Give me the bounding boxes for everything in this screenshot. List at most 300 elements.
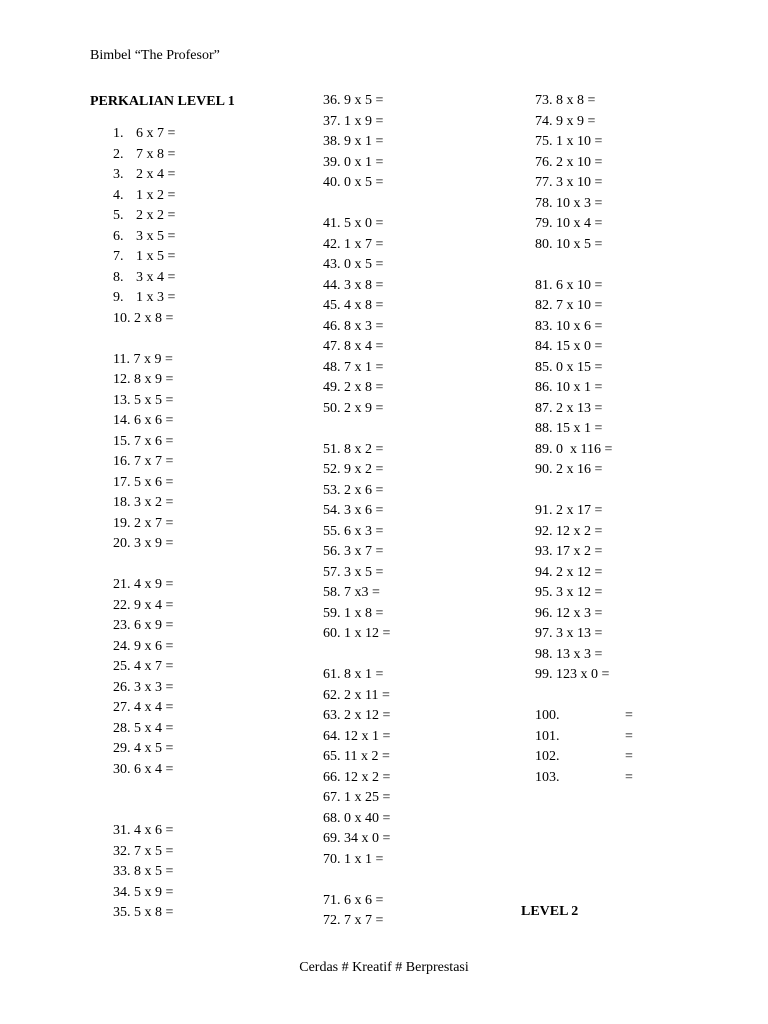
problem-item xyxy=(535,296,633,317)
problem-item xyxy=(113,247,175,268)
problem-item xyxy=(535,501,633,522)
spacer xyxy=(535,686,633,707)
problem-expression: 12 x 2 = xyxy=(344,769,391,785)
problem-expression: 6 x 7 = xyxy=(136,126,176,141)
problem-item xyxy=(535,460,633,481)
problem-number: 71. xyxy=(323,892,341,908)
problem-item xyxy=(113,678,175,699)
problem-item xyxy=(535,91,633,112)
problem-item xyxy=(323,788,390,809)
problem-expression: 3 x 12 = xyxy=(556,585,603,600)
problem-expression: 13 x 3 = xyxy=(556,646,603,662)
problem-item xyxy=(535,173,633,194)
problem-expression: 4 x 8 = xyxy=(344,298,384,313)
problem-item xyxy=(323,501,390,522)
problem-number: 47. xyxy=(323,339,341,354)
problem-item xyxy=(535,645,633,666)
problem-expression: 5 x 6 = xyxy=(134,474,174,490)
problem-number: 49. xyxy=(323,380,341,395)
problem-expression: 6 x 9 = xyxy=(134,618,174,633)
problem-item xyxy=(323,911,390,932)
problem-item xyxy=(113,616,175,637)
problem-number: 75. xyxy=(535,134,553,149)
problem-number: 73. xyxy=(535,93,553,108)
level-2-heading: LEVEL 2 xyxy=(521,904,579,919)
problem-item xyxy=(535,542,633,563)
problem-expression: 9 x 5 = xyxy=(344,93,384,108)
problem-expression: 0 x 15 = xyxy=(556,359,603,375)
problem-number: 74. xyxy=(535,113,553,129)
problem-number: 43. xyxy=(323,257,341,272)
problem-item xyxy=(323,727,390,748)
problem-expression: 6 x 4 = xyxy=(134,761,174,777)
problem-expression: 8 x 3 = xyxy=(344,318,384,334)
problem-number: 65. xyxy=(323,749,341,764)
problem-number: 20. xyxy=(113,536,131,551)
problem-expression: 2 x 8 = xyxy=(134,310,174,326)
problem-expression: 3 x 10 = xyxy=(556,175,603,190)
problem-item xyxy=(535,235,633,256)
problem-item xyxy=(113,268,175,289)
worksheet-header: Bimbel “The Profesor” xyxy=(90,48,220,63)
problem-number: 93. xyxy=(535,544,553,559)
problem-item xyxy=(535,378,633,399)
problem-expression: 7 x3 = xyxy=(344,585,380,600)
problem-number: 26. xyxy=(113,679,131,695)
problem-number: 59. xyxy=(323,605,341,621)
problem-expression: 3 x 8 = xyxy=(344,277,384,293)
problem-item xyxy=(535,727,633,748)
problem-expression: 0 x 40 = xyxy=(344,810,391,826)
problem-item xyxy=(323,296,390,317)
problem-expression: 3 x 4 = xyxy=(136,269,176,285)
problem-expression: 7 x 7 = xyxy=(134,454,174,469)
problem-item xyxy=(323,440,390,461)
problem-number: 64. xyxy=(323,728,341,744)
problem-expression: 8 x 2 = xyxy=(344,441,384,457)
problem-expression: 2 x 13 = xyxy=(556,400,603,416)
problem-item xyxy=(323,604,390,625)
problem-expression: 6 x 10 = xyxy=(556,277,603,293)
problem-expression: = xyxy=(625,769,633,785)
problem-item xyxy=(113,493,175,514)
problem-expression: 2 x 6 = xyxy=(344,482,384,498)
spacer xyxy=(113,555,175,576)
problem-expression: 1 x 8 = xyxy=(344,605,384,621)
problem-item xyxy=(323,337,390,358)
problem-number: 9. xyxy=(113,290,124,305)
problem-number: 2. xyxy=(113,146,124,162)
problem-number: 70. xyxy=(323,851,341,867)
problem-number: 23. xyxy=(113,618,131,633)
problem-expression: 15 x 1 = xyxy=(556,421,603,436)
problem-number: 68. xyxy=(323,810,341,826)
problem-expression: 5 x 5 = xyxy=(134,392,174,408)
problem-number: 79. xyxy=(535,216,553,231)
problem-number: 87. xyxy=(535,400,553,416)
problem-expression: 2 x 4 = xyxy=(136,167,176,182)
problem-item xyxy=(113,821,175,842)
problem-number: 29. xyxy=(113,741,131,756)
problem-item xyxy=(535,132,633,153)
problem-number: 69. xyxy=(323,831,341,846)
problem-number: 15. xyxy=(113,433,131,449)
problem-item xyxy=(113,452,175,473)
problem-item xyxy=(535,440,633,461)
worksheet-title: PERKALIAN LEVEL 1 xyxy=(90,94,235,109)
problem-number: 99. xyxy=(535,667,553,682)
problem-item xyxy=(323,747,390,768)
problem-item xyxy=(113,227,175,248)
problem-expression: 1 x 5 = xyxy=(136,249,176,264)
problem-number: 34. xyxy=(113,884,131,900)
problem-expression: 8 x 1 = xyxy=(344,667,384,682)
problem-expression: 7 x 7 = xyxy=(344,913,384,928)
problem-number: 90. xyxy=(535,462,553,477)
problem-expression: 0 x 116 = xyxy=(556,441,613,457)
problem-item xyxy=(113,719,175,740)
problem-number: 1. xyxy=(113,126,124,141)
problem-item xyxy=(323,850,390,871)
problem-number: 60. xyxy=(323,626,341,641)
problem-expression: 3 x 5 = xyxy=(136,228,176,244)
problem-number: 42. xyxy=(323,236,341,252)
problem-expression: 5 x 4 = xyxy=(134,720,174,736)
problem-number: 41. xyxy=(323,216,341,231)
problem-number: 82. xyxy=(535,298,553,313)
problem-number: 38. xyxy=(323,134,341,149)
problem-item xyxy=(535,276,633,297)
problem-number: 98. xyxy=(535,646,553,662)
problem-item xyxy=(323,768,390,789)
problem-number: 85. xyxy=(535,359,553,375)
problem-number: 94. xyxy=(535,564,553,580)
problem-item xyxy=(113,657,175,678)
problem-item xyxy=(323,829,390,850)
problem-number: 22. xyxy=(113,597,131,613)
problem-number: 36. xyxy=(323,93,341,108)
problem-number: 37. xyxy=(323,113,341,129)
problem-number: 84. xyxy=(535,339,553,354)
problem-item xyxy=(113,739,175,760)
problem-number: 80. xyxy=(535,236,553,252)
problem-expression: 2 x 12 = xyxy=(344,708,391,723)
problem-item xyxy=(113,903,175,924)
problem-number: 45. xyxy=(323,298,341,313)
problem-number: 40. xyxy=(323,175,341,190)
problem-expression: 7 x 10 = xyxy=(556,298,603,313)
problem-expression: 3 x 6 = xyxy=(344,503,384,518)
problem-expression: 9 x 1 = xyxy=(344,134,384,149)
problem-column-2 xyxy=(323,91,390,932)
problem-number: 11. xyxy=(113,351,130,367)
problem-number: 102. xyxy=(535,749,560,764)
problem-item xyxy=(535,665,633,686)
problem-number: 62. xyxy=(323,687,341,703)
problem-number: 97. xyxy=(535,626,553,641)
problem-number: 101. xyxy=(535,728,560,744)
problem-expression: 10 x 5 = xyxy=(556,236,603,252)
problem-expression: 17 x 2 = xyxy=(556,544,603,559)
problem-expression: 10 x 3 = xyxy=(556,195,603,211)
problem-expression: 12 x 1 = xyxy=(344,728,391,744)
problem-number: 81. xyxy=(535,277,553,293)
problem-item xyxy=(535,747,633,768)
problem-number: 89. xyxy=(535,441,553,457)
problem-number: 76. xyxy=(535,154,553,170)
problem-item xyxy=(323,809,390,830)
problem-item xyxy=(323,214,390,235)
problem-expression: 15 x 0 = xyxy=(556,339,603,354)
problem-expression: 8 x 5 = xyxy=(134,864,174,879)
problem-column-3 xyxy=(535,91,633,788)
problem-number: 78. xyxy=(535,195,553,211)
problem-item xyxy=(535,563,633,584)
problem-number: 30. xyxy=(113,761,131,777)
problem-item xyxy=(113,350,175,371)
problem-item xyxy=(323,235,390,256)
problem-item xyxy=(113,883,175,904)
problem-item xyxy=(535,583,633,604)
problem-expression: 8 x 9 = xyxy=(134,372,174,387)
problem-expression: 7 x 9 = xyxy=(133,351,173,367)
problem-number: 12. xyxy=(113,372,131,387)
problem-expression: 2 x 2 = xyxy=(136,208,176,223)
problem-item xyxy=(113,760,175,781)
problem-item xyxy=(113,698,175,719)
problem-expression: 5 x 0 = xyxy=(344,216,384,231)
problem-item xyxy=(113,637,175,658)
problem-number: 96. xyxy=(535,605,553,621)
problem-number: 39. xyxy=(323,154,341,170)
problem-expression: 4 x 4 = xyxy=(134,700,174,715)
worksheet-footer: Cerdas # Kreatif # Berprestasi xyxy=(299,960,469,975)
problem-expression: 3 x 13 = xyxy=(556,626,603,641)
problem-number: 48. xyxy=(323,359,341,375)
problem-number: 24. xyxy=(113,638,131,654)
problem-item xyxy=(113,432,175,453)
problem-number: 21. xyxy=(113,577,131,592)
problem-item xyxy=(323,255,390,276)
problem-expression: 2 x 12 = xyxy=(556,564,603,580)
problem-expression: 10 x 4 = xyxy=(556,216,603,231)
problem-number: 63. xyxy=(323,708,341,723)
problem-expression: 9 x 9 = xyxy=(556,113,596,129)
problem-item xyxy=(113,309,175,330)
problem-item xyxy=(113,391,175,412)
problem-item xyxy=(323,112,390,133)
problem-item xyxy=(113,288,175,309)
spacer xyxy=(323,645,390,666)
problem-number: 6. xyxy=(113,228,124,244)
problem-number: 61. xyxy=(323,667,341,682)
problem-item xyxy=(323,891,390,912)
spacer xyxy=(113,329,175,350)
problem-expression: 1 x 9 = xyxy=(344,113,384,129)
problem-expression: 6 x 6 = xyxy=(344,892,384,908)
problem-number: 66. xyxy=(323,769,341,785)
problem-number: 56. xyxy=(323,544,341,559)
problem-expression: 9 x 6 = xyxy=(134,638,174,654)
problem-expression: 1 x 12 = xyxy=(344,626,391,641)
problem-number: 103. xyxy=(535,769,560,785)
problem-item xyxy=(113,842,175,863)
problem-number: 4. xyxy=(113,187,124,203)
problem-number: 5. xyxy=(113,208,124,223)
problem-item xyxy=(323,481,390,502)
problem-expression: 3 x 2 = xyxy=(134,495,174,510)
problem-item xyxy=(323,624,390,645)
problem-item xyxy=(535,624,633,645)
problem-item xyxy=(113,575,175,596)
problem-number: 10. xyxy=(113,310,131,326)
spacer xyxy=(323,870,390,891)
problem-number: 25. xyxy=(113,659,131,674)
problem-expression: 0 x 5 = xyxy=(344,175,384,190)
problem-number: 44. xyxy=(323,277,341,293)
problem-item xyxy=(113,165,175,186)
problem-item xyxy=(535,706,633,727)
problem-number: 16. xyxy=(113,454,131,469)
problem-number: 77. xyxy=(535,175,553,190)
problem-expression: 2 x 17 = xyxy=(556,503,603,518)
problem-expression: 2 x 16 = xyxy=(556,462,603,477)
problem-expression: 4 x 9 = xyxy=(134,577,174,592)
problem-column-1 xyxy=(113,124,175,924)
problem-number: 8. xyxy=(113,269,124,285)
problem-number: 35. xyxy=(113,905,131,920)
problem-expression: 7 x 8 = xyxy=(136,146,176,162)
problem-item xyxy=(323,358,390,379)
problem-number: 51. xyxy=(323,441,341,457)
spacer xyxy=(535,481,633,502)
problem-item xyxy=(323,583,390,604)
problem-item xyxy=(535,317,633,338)
problem-number: 14. xyxy=(113,413,131,428)
problem-item xyxy=(535,399,633,420)
problem-expression: 3 x 5 = xyxy=(344,564,384,580)
problem-expression: 12 x 2 = xyxy=(556,523,603,539)
problem-expression: 6 x 6 = xyxy=(134,413,174,428)
problem-expression: 8 x 8 = xyxy=(556,93,596,108)
problem-number: 46. xyxy=(323,318,341,334)
problem-expression: 7 x 5 = xyxy=(134,843,174,859)
problem-expression: 123 x 0 = xyxy=(556,667,610,682)
problem-expression: 0 x 1 = xyxy=(344,154,384,170)
problem-item xyxy=(535,522,633,543)
problem-expression: 9 x 4 = xyxy=(134,597,174,613)
problem-expression: = xyxy=(625,728,633,744)
problem-expression: 5 x 8 = xyxy=(134,905,174,920)
problem-number: 52. xyxy=(323,462,341,477)
problem-item xyxy=(323,132,390,153)
problem-item xyxy=(535,153,633,174)
problem-expression: = xyxy=(625,749,633,764)
problem-expression: 8 x 4 = xyxy=(344,339,384,354)
problem-expression: 3 x 3 = xyxy=(134,679,174,695)
problem-number: 13. xyxy=(113,392,131,408)
problem-item xyxy=(535,194,633,215)
problem-expression: 2 x 8 = xyxy=(344,380,384,395)
problem-number: 100. xyxy=(535,708,560,723)
problem-expression: 1 x 25 = xyxy=(344,790,391,805)
problem-item xyxy=(323,665,390,686)
problem-number: 72. xyxy=(323,913,341,928)
problem-number: 58. xyxy=(323,585,341,600)
problem-item xyxy=(113,370,175,391)
problem-expression: 0 x 5 = xyxy=(344,257,384,272)
problem-number: 92. xyxy=(535,523,553,539)
problem-expression: 1 x 1 = xyxy=(344,851,384,867)
problem-number: 57. xyxy=(323,564,341,580)
problem-expression: 1 x 10 = xyxy=(556,134,603,149)
problem-number: 32. xyxy=(113,843,131,859)
problem-expression: 4 x 6 = xyxy=(134,823,174,838)
problem-expression: 7 x 6 = xyxy=(134,433,174,449)
problem-expression: 3 x 9 = xyxy=(134,536,174,551)
problem-item xyxy=(113,145,175,166)
problem-expression: 6 x 3 = xyxy=(344,523,384,539)
problem-item xyxy=(113,862,175,883)
problem-expression: 1 x 3 = xyxy=(136,290,176,305)
problem-item xyxy=(323,276,390,297)
problem-item xyxy=(113,514,175,535)
problem-expression: 1 x 2 = xyxy=(136,187,176,203)
problem-item xyxy=(113,206,175,227)
problem-item xyxy=(535,112,633,133)
problem-number: 27. xyxy=(113,700,131,715)
problem-expression: 2 x 7 = xyxy=(134,515,174,531)
problem-number: 54. xyxy=(323,503,341,518)
problem-number: 86. xyxy=(535,380,553,395)
problem-number: 67. xyxy=(323,790,341,805)
problem-item xyxy=(323,399,390,420)
problem-expression: 34 x 0 = xyxy=(344,831,391,846)
problem-expression: 2 x 9 = xyxy=(344,400,384,416)
problem-item xyxy=(535,337,633,358)
problem-expression: 10 x 1 = xyxy=(556,380,603,395)
problem-expression: 12 x 3 = xyxy=(556,605,603,621)
problem-number: 53. xyxy=(323,482,341,498)
problem-item xyxy=(113,411,175,432)
problem-expression: 3 x 7 = xyxy=(344,544,384,559)
problem-number: 83. xyxy=(535,318,553,334)
problem-expression: 4 x 5 = xyxy=(134,741,174,756)
problem-item xyxy=(535,768,633,789)
problem-item xyxy=(323,563,390,584)
problem-number: 28. xyxy=(113,720,131,736)
problem-item xyxy=(535,358,633,379)
problem-expression: 2 x 10 = xyxy=(556,154,603,170)
problem-number: 17. xyxy=(113,474,131,490)
problem-number: 7. xyxy=(113,249,124,264)
problem-item xyxy=(323,542,390,563)
problem-number: 3. xyxy=(113,167,124,182)
problem-item xyxy=(323,378,390,399)
problem-item xyxy=(113,473,175,494)
problem-number: 50. xyxy=(323,400,341,416)
problem-item xyxy=(323,686,390,707)
problem-item xyxy=(535,604,633,625)
problem-number: 95. xyxy=(535,585,553,600)
problem-expression: 2 x 11 = xyxy=(344,687,390,703)
problem-number: 31. xyxy=(113,823,131,838)
problem-item xyxy=(113,186,175,207)
problem-expression: 4 x 7 = xyxy=(134,659,174,674)
problem-item xyxy=(113,124,175,145)
problem-number: 88. xyxy=(535,421,553,436)
problem-item xyxy=(323,317,390,338)
